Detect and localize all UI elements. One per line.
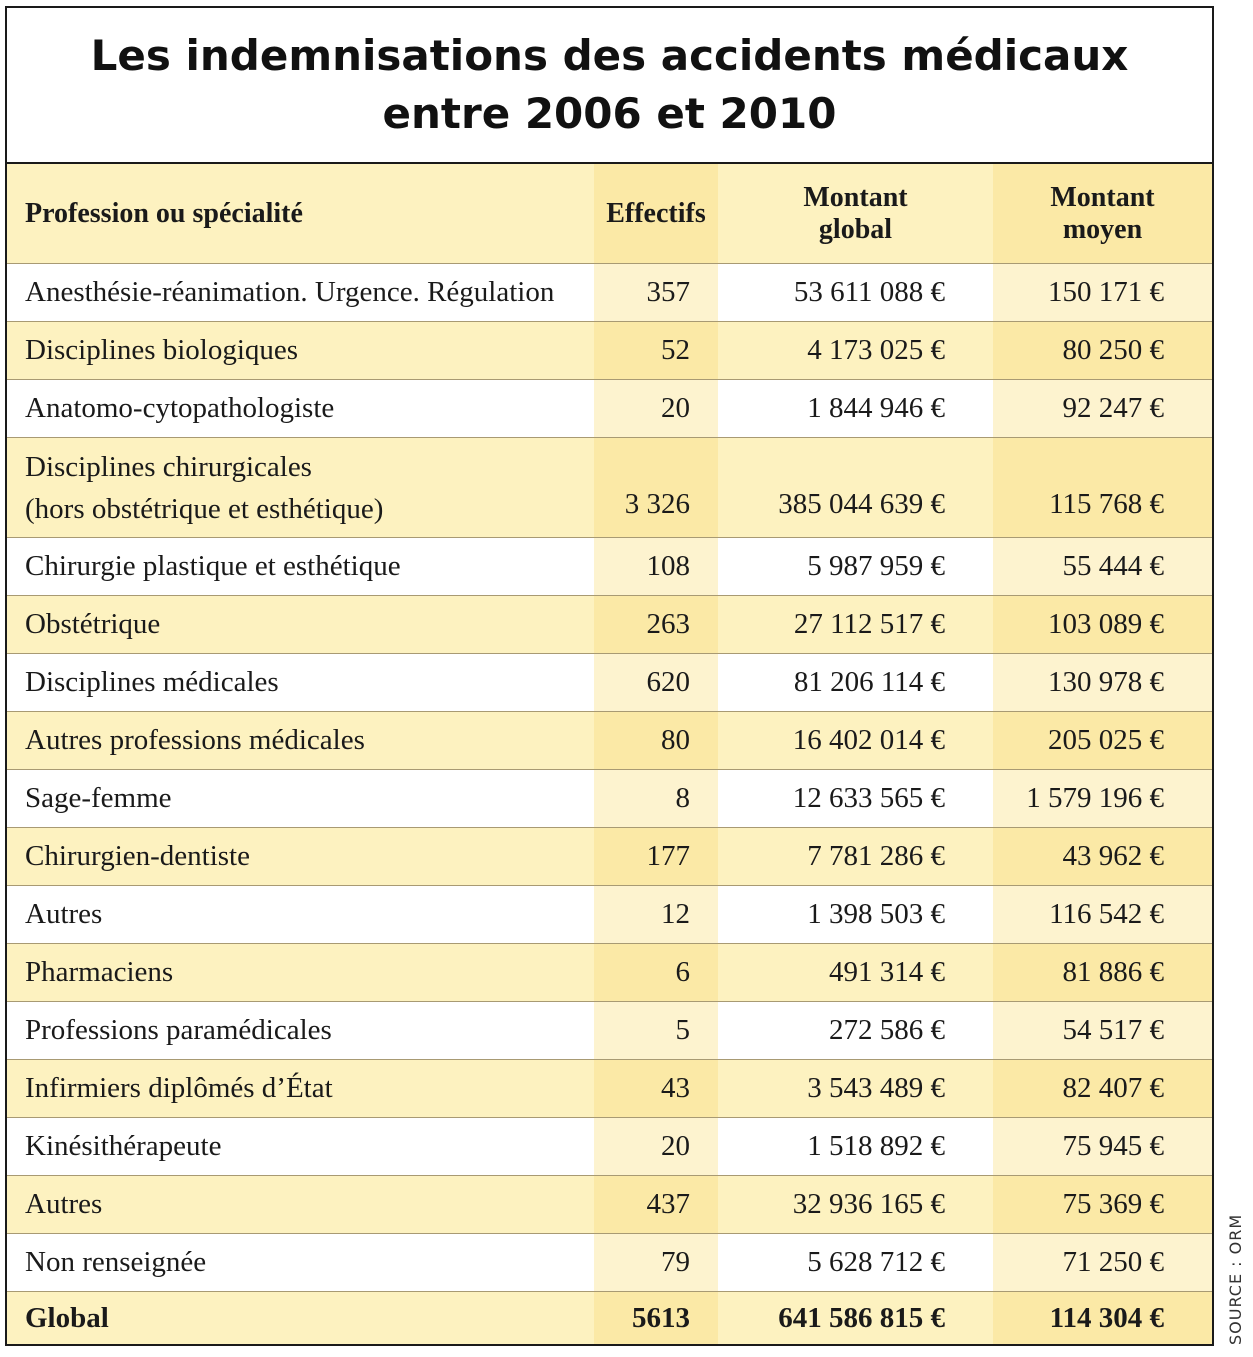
cell-montant-moyen: 75 945 € [993,1118,1212,1175]
cell-montant-global: 81 206 114 € [793,666,945,698]
cell-effectifs: 8 [594,770,718,827]
cell-effectifs: 177 [594,828,718,885]
header-montant-moyen [993,164,1212,263]
cell-montant-moyen: 92 247 € [993,380,1212,437]
cell-profession: Kinésithérapeute [25,1130,222,1162]
cell-profession: Disciplines médicales [25,666,279,698]
cell-profession: Chirurgie plastique et esthétique [25,550,401,582]
title-line-1: Les indemnisations des accidents médicaux [90,31,1129,80]
cell-effectifs: 620 [594,654,718,711]
cell-montant-moyen: 55 444 € [993,538,1212,595]
cell-montant-moyen: 71 250 € [993,1234,1212,1291]
cell-montant-global: 27 112 517 € [793,608,945,640]
table-row [7,438,1212,538]
title-line-2: entre 2006 et 2010 [382,89,837,138]
cell-montant-moyen: 103 089 € [993,596,1212,653]
cell-effectifs: 6 [594,944,718,1001]
cell-effectifs: 437 [594,1176,718,1233]
header-montant-global [718,164,993,263]
cell-effectifs: 357 [594,264,718,321]
cell-effectifs: 12 [594,886,718,943]
cell-montant-moyen: 80 250 € [993,322,1212,379]
cell-effectifs: 263 [594,596,718,653]
table-row [7,322,1212,380]
cell-montant-moyen: 150 171 € [993,264,1212,321]
cell-montant-moyen: 130 978 € [993,654,1212,711]
cell-profession: Obstétrique [25,608,161,640]
cell-profession: Sage-femme [25,782,172,814]
total-montant-global: 641 586 815 € [778,1301,945,1334]
source-credit: SOURCE : ORM [1226,1213,1245,1345]
cell-montant-global: 12 633 565 € [792,782,945,814]
table-row [7,886,1212,944]
cell-profession: Autres professions médicales [25,724,365,756]
cell-montant-global: 4 173 025 € [807,334,945,366]
cell-profession: Chirurgien-dentiste [25,840,250,872]
cell-montant-global: 5 987 959 € [807,550,945,582]
table-row [7,1002,1212,1060]
cell-montant-global: 32 936 165 € [792,1188,945,1220]
total-profession: Global [25,1301,109,1334]
cell-montant-moyen: 205 025 € [993,712,1212,769]
cell-profession: Infirmiers diplômés d’État [25,1072,333,1104]
cell-effectifs: 3 326 [594,438,718,537]
cell-profession-line-2: (hors obstétrique et esthétique) [25,492,384,525]
cell-montant-global: 7 781 286 € [807,840,945,872]
cell-profession: Pharmaciens [25,956,174,988]
header-profession: Profession ou spécialité [25,197,303,229]
cell-profession: Autres [25,1188,103,1220]
cell-effectifs: 52 [594,322,718,379]
cell-effectifs: 20 [594,380,718,437]
cell-effectifs: 43 [594,1060,718,1117]
cell-montant-global: 5 628 712 € [807,1246,945,1278]
cell-profession: Anesthésie-réanimation. Urgence. Régulation [25,276,555,308]
cell-profession: Anatomo-cytopathologiste [25,392,335,424]
page-title [7,8,1212,164]
cell-effectifs: 108 [594,538,718,595]
cell-profession: Autres [25,898,103,930]
cell-profession-line-1: Disciplines chirurgicales [25,450,312,483]
data-table [7,164,1212,1344]
table-row [7,1234,1212,1292]
table-total-row [7,1292,1212,1344]
table-frame [5,6,1214,1346]
cell-montant-global: 16 402 014 € [792,724,945,756]
table-row [7,380,1212,438]
cell-effectifs: 80 [594,712,718,769]
table-row [7,712,1212,770]
table-row [7,1060,1212,1118]
table-row [7,654,1212,712]
header-montant-global-line-2: global [818,213,893,245]
header-montant-moyen-line-2: moyen [1062,213,1143,245]
cell-montant-global: 3 543 489 € [807,1072,945,1104]
cell-montant-moyen: 1 579 196 € [993,770,1212,827]
cell-montant-moyen: 115 768 € [993,438,1212,537]
header-effectifs: Effectifs [594,164,718,263]
cell-effectifs: 5 [594,1002,718,1059]
cell-montant-global: 272 586 € [829,1014,945,1046]
cell-montant-global: 491 314 € [829,956,945,988]
cell-profession: Professions paramédicales [25,1014,332,1046]
cell-montant-moyen: 75 369 € [993,1176,1212,1233]
cell-montant-global: 1 398 503 € [807,898,945,930]
table-row [7,944,1212,1002]
cell-montant-moyen: 82 407 € [993,1060,1212,1117]
header-montant-moyen-line-1: Montant [1050,181,1155,213]
cell-montant-global: 1 844 946 € [807,392,945,424]
cell-montant-moyen: 43 962 € [993,828,1212,885]
cell-profession: Non renseignée [25,1246,207,1278]
table-row [7,1118,1212,1176]
header-montant-global-line-1: Montant [803,181,908,213]
cell-montant-moyen: 54 517 € [993,1002,1212,1059]
cell-montant-global: 1 518 892 € [807,1130,945,1162]
cell-montant-moyen: 81 886 € [993,944,1212,1001]
table-row [7,1176,1212,1234]
cell-montant-global: 53 611 088 € [793,276,945,308]
table-row [7,596,1212,654]
table-row [7,770,1212,828]
cell-profession [7,438,594,537]
total-effectifs: 5613 [594,1292,718,1344]
cell-effectifs: 79 [594,1234,718,1291]
total-montant-moyen: 114 304 € [993,1292,1212,1344]
table-row [7,538,1212,596]
cell-profession: Disciplines biologiques [25,334,299,366]
cell-montant-moyen: 116 542 € [993,886,1212,943]
cell-montant-global: 385 044 639 € [778,488,945,520]
cell-effectifs: 20 [594,1118,718,1175]
table-row [7,828,1212,886]
table-header-row [7,164,1212,264]
table-row [7,264,1212,322]
